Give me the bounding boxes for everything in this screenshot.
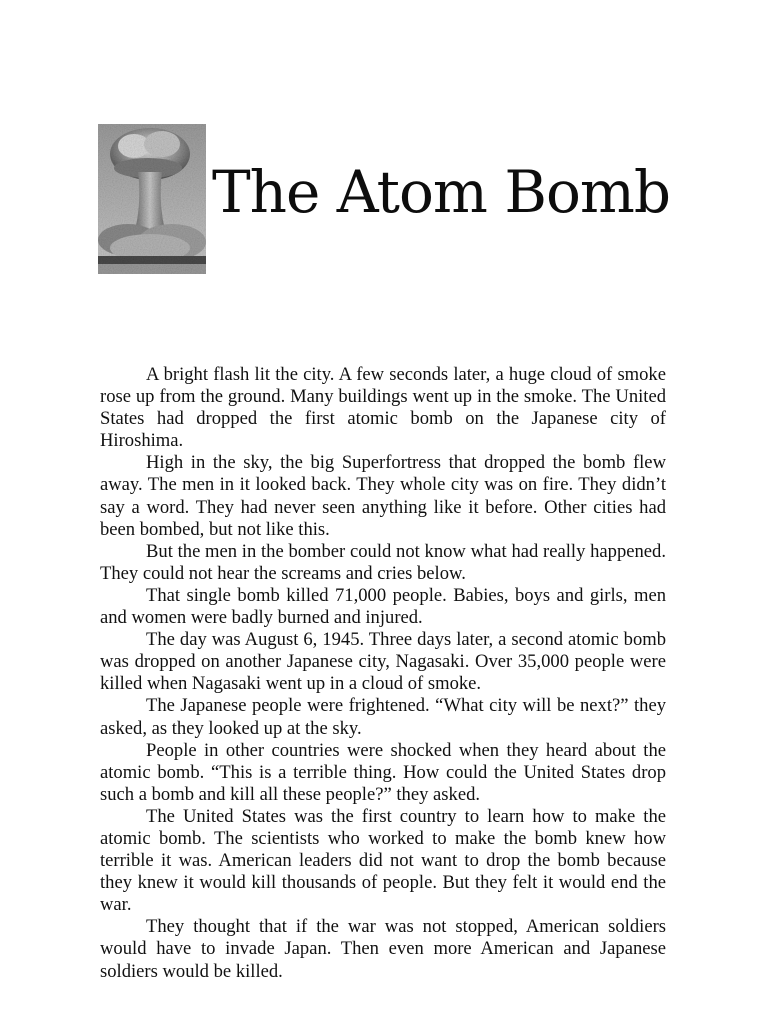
paragraph: High in the sky, the big Superfortress that dropped the bomb flew away. The men in it looked back. They whole city was on fire. They didn’t say a word. They had never seen anything like it before. Other cities had been bombed, but not like this. [100, 452, 666, 540]
paragraph: The day was August 6, 1945. Three days later, a second atomic bomb was dropped on another Japanese city, Nagasaki. Over 35,000 people were killed when Nagasaki went up in a cloud of smoke. [100, 629, 666, 695]
paragraph: The United States was the first country to learn how to make the atomic bomb. The scientists who worked to make the bomb knew how terrible it was. American leaders did not want to drop the bomb because they knew it would kill thousands of people. But they felt it would end the war. [100, 805, 666, 916]
paragraph: A bright flash lit the city. A few seconds later, a huge cloud of smoke rose up from the ground. Many buildings went up in the smoke. The United States had dropped the first atomic bomb on the Japanese city of Hiroshima. [100, 364, 666, 452]
paragraph: But the men in the bomber could not know what had really happened. They could not hear the screams and cries below. [100, 540, 666, 584]
article-body [100, 364, 666, 983]
paragraph: That single bomb killed 71,000 people. Babies, boys and girls, men and women were badly burned and injured. [100, 584, 666, 629]
paragraph: The Japanese people were frightened. “What city will be next?” they asked, as they looked up at the sky. [100, 695, 666, 739]
mushroom-cloud-icon [98, 124, 206, 274]
page-title: The Atom Bomb [212, 158, 670, 226]
paragraph: People in other countries were shocked when they heard about the atomic bomb. “This is a terrible thing. How could the United States drop such a bomb and kill all these people?” they asked. [100, 739, 666, 805]
mushroom-cloud-photo [98, 124, 206, 274]
paragraph: They thought that if the war was not stopped, American soldiers would have to invade Japan. Then even more American and Japanese soldiers would be killed. [100, 916, 666, 982]
